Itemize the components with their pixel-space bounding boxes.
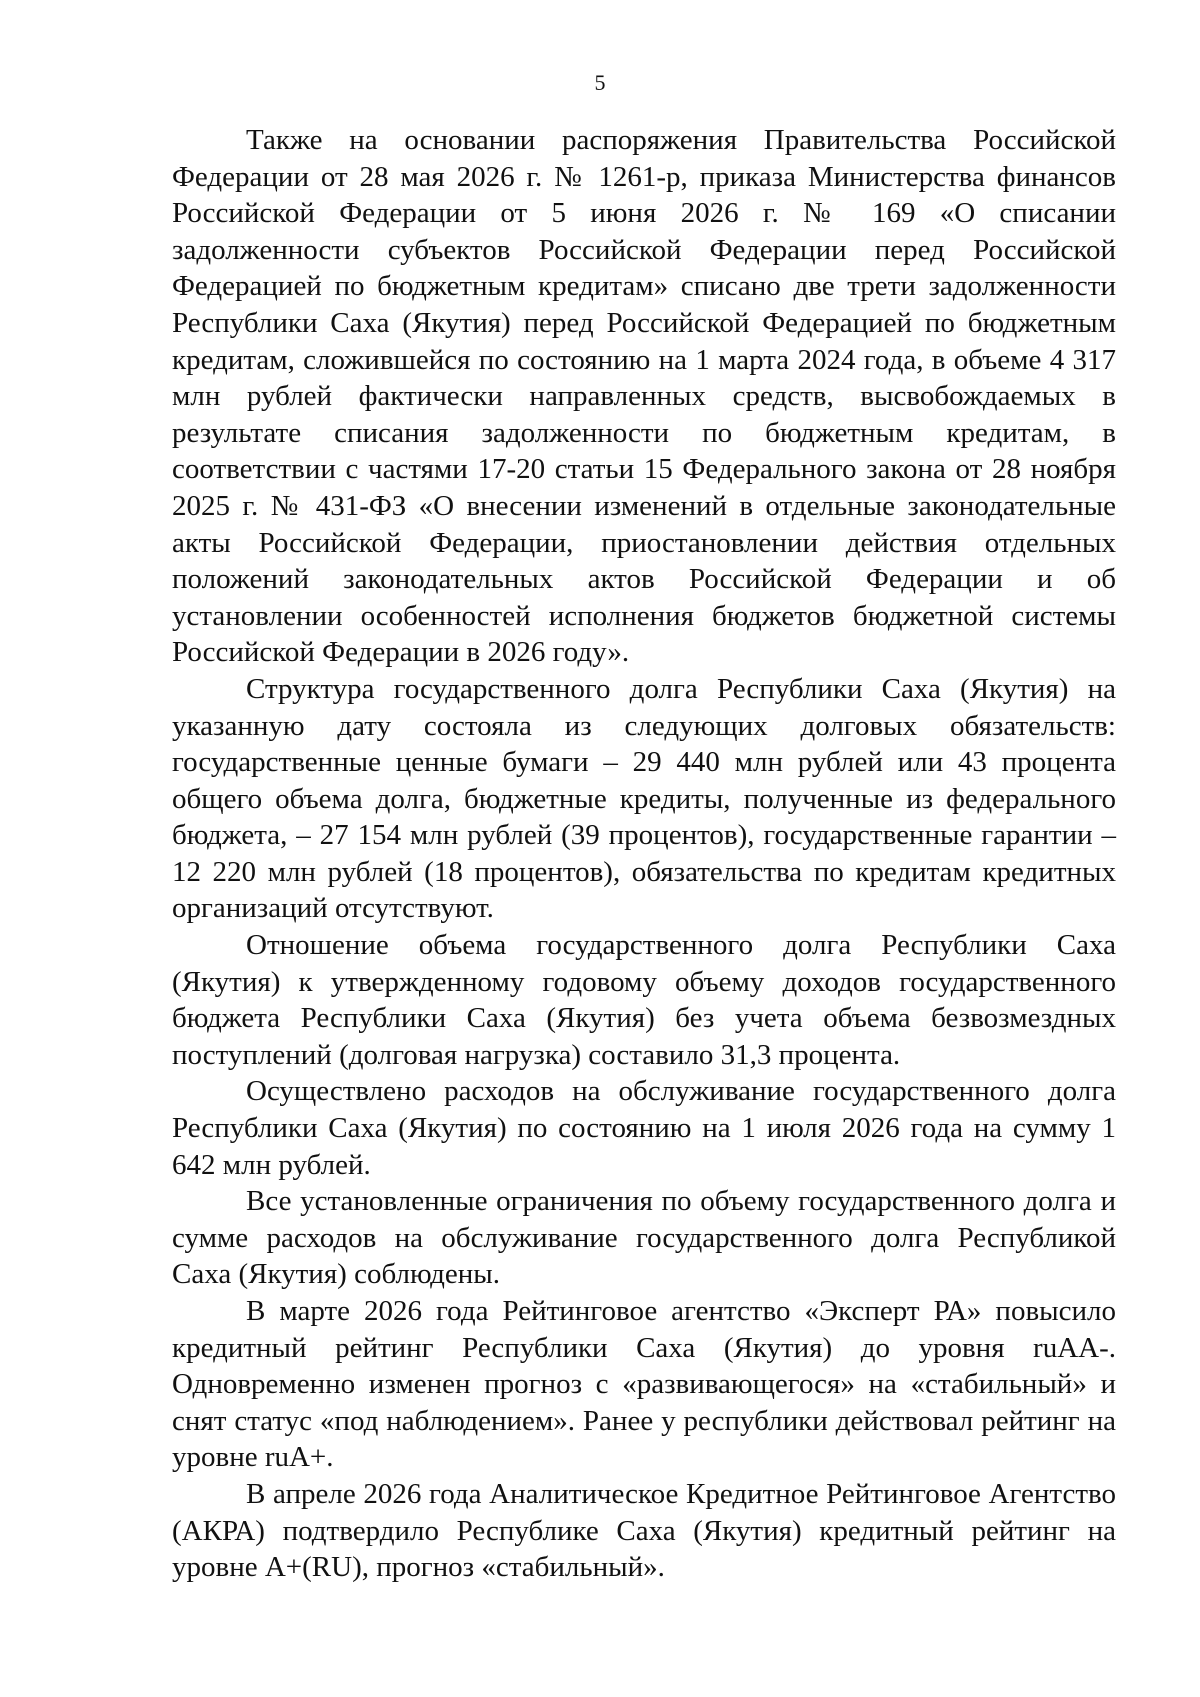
paragraph-debt-write-off: Также на основании распоряжения Правительства Российской Федерации от 28 мая 2026 г. № 1261-р, приказа Министерства финансов Российской Федерации от 5 июня 2026 г. № 169 «О списании задолженности субъектов Российской Федерации перед Российской Федерацией по бюджетным кредитам» списано две трети задолженности Республики Саха (Якутия) перед Российской Федерацией по бюджетным кредитам, сложившейся по состоянию на 1 марта 2024 года, в объеме 4 317 млн рублей фактически направленных средств, высвобождаемых в результате списания задолженности по бюджетным кредитам, в соответствии с частями 17-20 статьи 15 Федерального закона от 28 ноября 2025 г. № 431-ФЗ «О внесении изменений в отдельные законодательные акты Российской Федерации, приостановлении действия отдельных положений законодательных актов Российской Федерации и об установлении особенностей исполнения бюджетов бюджетной системы Российской Федерации в 2026 году». [172, 124, 1116, 669]
paragraph-debt-service-expenses: Осуществлено расходов на обслуживание государственного долга Республики Саха (Якутия) по состоянию на 1 июля 2026 года на сумму 1 642 млн рублей. [172, 1075, 1116, 1181]
document-body [172, 122, 1116, 1586]
paragraph-expert-ra-rating: В марте 2026 года Рейтинговое агентство «Эксперт РА» повысило кредитный рейтинг Республики Саха (Якутия) до уровня ruAA-. Одновременно изменен прогноз с «развивающегося» на «стабильный» и снят статус «под наблюдением». Ранее у республики действовал рейтинг на уровне ruA+. [172, 1295, 1116, 1474]
page-number: 5 [594, 70, 606, 95]
paragraph-debt-load-ratio: Отношение объема государственного долга Республики Саха (Якутия) к утвержденному годовому объему доходов государственного бюджета Республики Саха (Якутия) без учета объема безвозмездных поступлений (долговая нагрузка) составило 31,3 процента. [172, 929, 1116, 1071]
paragraph-acra-rating: В апреле 2026 года Аналитическое Кредитное Рейтинговое Агентство (АКРА) подтвердило Республике Саха (Якутия) кредитный рейтинг на уровне A+(RU), прогноз «стабильный». [172, 1477, 1116, 1584]
paragraph-limits-observed: Все установленные ограничения по объему государственного долга и сумме расходов на обслуживание государственного долга Республикой Саха (Якутия) соблюдены. [172, 1185, 1116, 1291]
paragraph-debt-structure: Структура государственного долга Республики Саха (Якутия) на указанную дату состояла из следующих долговых обязательств: государственные ценные бумаги – 29 440 млн рублей или 43 процента общего объема долга, бюджетные кредиты, полученные из федерального бюджета, – 27 154 млн рублей (39 процентов), государственные гарантии – 12 220 млн рублей (18 процентов), обязательства по кредитам кредитных организаций отсутствуют. [172, 672, 1116, 925]
